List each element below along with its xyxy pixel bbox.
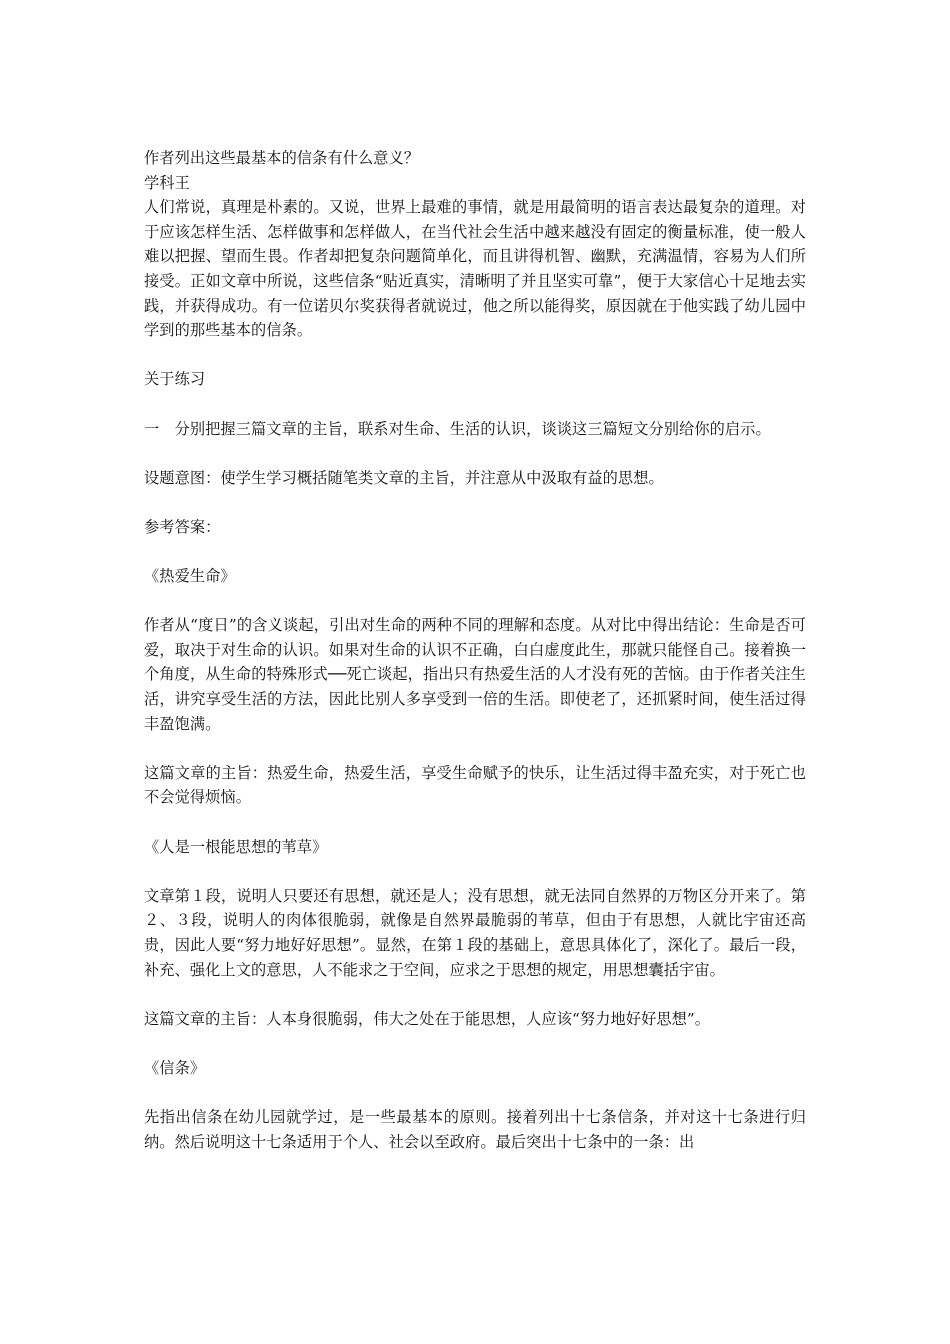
paragraph-spacer bbox=[144, 1081, 806, 1106]
essay-analysis-thinking-reed: 文章第１段，说明人只要还有思想，就还是人；没有思想，就无法同自然界的万物区分开来了。第２、３段，说明人的肉体很脆弱，就像是自然界最脆弱的苇草，但由于有思想，人就比宇宙还高贵，因此人要“努力地好好思想”。显然，在第１段的基础上，意思具体化了，深化了。最后一段，补充、强化上文的意思，人不能求之于空间，应求之于思想的规定，用思想囊括宇宙。 bbox=[144, 886, 806, 979]
document-page bbox=[144, 146, 806, 1154]
answer-paragraph: 人们常说，真理是朴素的。又说，世界上最难的事情，就是用最简明的语言表达最复杂的道理。对于应该怎样生活、怎样做事和怎样做人，在当代社会生活中越来越没有固定的衡量标准，使一般人难以把握、望而生畏。作者却把复杂问题简单化，而且讲得机智、幽默，充满温情，容易为人们所接受。正如文章中所说，这些信条“贴近真实，清晰明了并且坚实可靠”，便于大家信心十足地去实践，并获得成功。有一位诺贝尔奖获得者就说过，他之所以能得奖，原因就在于他实践了幼儿园中学到的那些基本的信条。 bbox=[144, 198, 806, 340]
paragraph-spacer bbox=[144, 441, 806, 466]
essay-title-love-life: 《热爱生命》 bbox=[144, 567, 236, 586]
paragraph-spacer bbox=[144, 343, 806, 368]
essay-theme-thinking-reed: 这篇文章的主旨：人本身很脆弱，伟大之处在于能思想，人应该“努力地好好思想”。 bbox=[144, 1009, 711, 1028]
question-heading: 作者列出这些最基本的信条有什么意义？ bbox=[144, 149, 420, 167]
section-title: 关于练习 bbox=[144, 370, 206, 389]
essay-analysis-love-life: 作者从“度日”的含义谈起，引出对生命的两种不同的理解和态度。从对比中得出结论：生命是否可爱，取决于对生命的认识。如果对生命的认识不正确，白白虚度此生，那就只能怪自己。接着换一个角度，从生命的特殊形式──死亡谈起，指出只有热爱生活的人才没有死的苦恼。由于作者关注生活，讲究享受生活的方法，因此比别人多享受到一倍的生活。即使老了，还抓紧时间，使生活过得丰盈饱满。 bbox=[144, 616, 806, 733]
essay-theme-love-life: 这篇文章的主旨：热爱生命，热爱生活，享受生命赋予的快乐，让生活过得丰盈充实，对于死亡也不会觉得烦恼。 bbox=[144, 763, 806, 807]
paragraph-spacer bbox=[144, 490, 806, 515]
paragraph-spacer bbox=[144, 859, 806, 884]
paragraph-spacer bbox=[144, 1031, 806, 1056]
essay-analysis-credo: 先指出信条在幼儿园就学过，是一些最基本的原则。接着列出十七条信条，并对这十七条进行归纳。然后说明这十七条适用于个人、社会以至政府。最后突出十七条中的一条：出 bbox=[144, 1108, 806, 1151]
paragraph-spacer bbox=[144, 736, 806, 761]
essay-title-credo: 《信条》 bbox=[144, 1058, 206, 1077]
paragraph-spacer bbox=[144, 540, 806, 565]
design-intent: 设题意图：使学生学习概括随笔类文章的主旨，并注意从中汲取有益的思想。 bbox=[144, 468, 664, 487]
paragraph-spacer bbox=[144, 589, 806, 614]
essay-title-thinking-reed: 《人是一根能思想的苇草》 bbox=[144, 837, 328, 856]
paragraph-spacer bbox=[144, 982, 806, 1007]
watermark-label: 学科王 bbox=[144, 173, 190, 192]
exercise-one: 一 分别把握三篇文章的主旨，联系对生命、生活的认识，谈谈这三篇短文分别给你的启示。 bbox=[144, 419, 771, 438]
reference-label: 参考答案： bbox=[144, 517, 221, 536]
paragraph-spacer bbox=[144, 392, 806, 417]
paragraph-spacer bbox=[144, 810, 806, 835]
